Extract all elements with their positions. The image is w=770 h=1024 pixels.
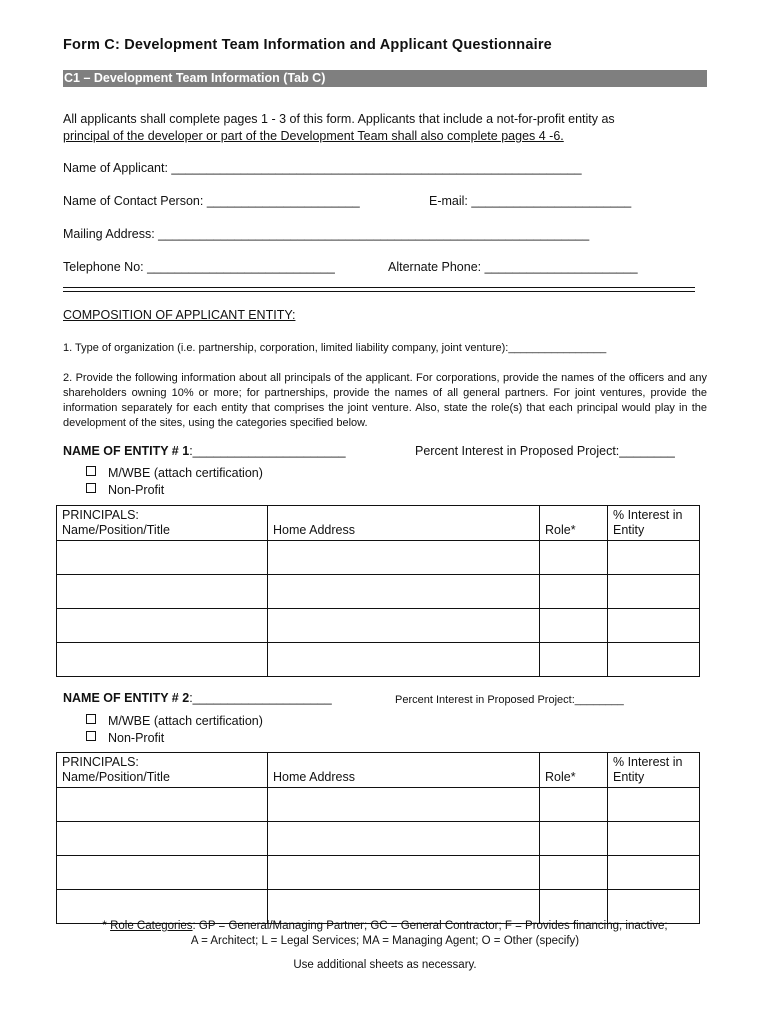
table-cell[interactable] [268,856,540,890]
entity-1-principals-table [56,505,700,677]
table-cell[interactable] [608,788,700,822]
table-row [57,788,700,822]
intro-line-1: All applicants shall complete pages 1 - 3 of this form. Applicants that include a not-for-profit entity as [63,112,615,126]
table-row [57,643,700,677]
header-home-address: Home Address [268,753,540,788]
mailing-address-field[interactable]: Mailing Address: ______________________________________________________________ [63,227,590,241]
table-cell[interactable] [268,609,540,643]
nonprofit-label: Non-Profit [108,483,165,497]
header-principals: PRINCIPALS: Name/Position/Title [57,506,268,541]
table-cell[interactable] [540,609,608,643]
telephone-field[interactable]: Telephone No: ___________________________ [63,260,335,274]
form-title: Form C: Development Team Information and Applicant Questionnaire [63,37,552,53]
header-principals: PRINCIPALS: Name/Position/Title [57,753,268,788]
table-header-row [57,753,700,788]
table-cell[interactable] [57,890,268,924]
entity-1-mwbe-option[interactable] [86,466,263,480]
divider [63,287,695,292]
additional-sheets-note: Use additional sheets as necessary. [293,959,477,971]
table-cell[interactable] [540,575,608,609]
entity-1-name-field[interactable] [63,444,346,458]
header-interest: % Interest in Entity [608,506,700,541]
table-cell[interactable] [268,643,540,677]
table-cell[interactable] [608,643,700,677]
table-cell[interactable] [57,609,268,643]
table-cell[interactable] [608,822,700,856]
header-home-address: Home Address [268,506,540,541]
entity-2-principals-table [56,752,700,924]
table-cell[interactable] [540,822,608,856]
entity-2-nonprofit-option[interactable] [86,731,164,745]
email-field[interactable]: E-mail: _______________________ [429,194,632,208]
table-cell[interactable] [57,822,268,856]
table-cell[interactable] [57,856,268,890]
footnote-star: * [102,920,111,932]
entity-1-label: NAME OF ENTITY # 1 [63,444,190,458]
table-row [57,541,700,575]
header-role: Role* [540,506,608,541]
table-row [57,609,700,643]
section-title: C1 – Development Team Information (Tab C) [64,71,326,85]
applicant-name-field[interactable]: Name of Applicant: ___________________________________________________________ [63,161,582,175]
table-cell[interactable] [57,541,268,575]
nonprofit-label: Non-Profit [108,731,165,745]
table-cell[interactable] [608,890,700,924]
table-cell[interactable] [57,643,268,677]
role-categories-text-2: A = Architect; L = Legal Services; MA = Managing Agent; O = Other (specify) [190,935,580,947]
table-cell[interactable] [268,788,540,822]
table-row [57,890,700,924]
table-cell[interactable] [268,890,540,924]
table-row [57,856,700,890]
entity-1-blank: :______________________ [189,444,346,458]
section-bar [63,70,707,87]
table-cell[interactable] [540,856,608,890]
item-2-principals-instructions: 2. Provide the following information about all principals of the applicant. For corporations, provide the names of the officers and any shareholders owning 10% or more; for partnerships, provide the names of all general partners. For joint ventures, provide the information separately for each entity that comprises the joint venture. Also, state the role(s) that each principal would play in the development of the sites, using the categories specified below. [63,372,707,429]
table-cell[interactable] [608,856,700,890]
role-categories-label: Role Categories [110,920,193,932]
table-cell[interactable] [608,609,700,643]
alternate-phone-field[interactable]: Alternate Phone: ______________________ [388,260,638,274]
contact-person-field[interactable]: Name of Contact Person: ______________________ [63,194,360,208]
entity-1-nonprofit-option[interactable] [86,483,164,497]
table-cell[interactable] [540,643,608,677]
table-header-row [57,506,700,541]
table-cell[interactable] [540,788,608,822]
entity-2-percent-field[interactable]: Percent Interest in Proposed Project:________ [395,694,624,706]
checkbox-icon[interactable] [86,714,96,724]
composition-heading: COMPOSITION OF APPLICANT ENTITY: [63,308,296,322]
entity-2-blank: :____________________ [189,691,332,705]
item-1-organization-type[interactable]: 1. Type of organization (i.e. partnership, corporation, limited liability company, joint venture):________________ [63,342,607,354]
table-cell[interactable] [268,575,540,609]
entity-2-mwbe-option[interactable] [86,714,263,728]
header-interest: % Interest in Entity [608,753,700,788]
table-row [57,575,700,609]
table-cell[interactable] [57,575,268,609]
checkbox-icon[interactable] [86,466,96,476]
intro-line-2: principal of the developer or part of the Development Team shall also complete pages 4 -6. [63,129,564,143]
checkbox-icon[interactable] [86,731,96,741]
role-categories-footnote [0,920,770,932]
role-categories-text-1: : GP = General/Managing Partner; GC = General Contractor; F = Provides financing, inactive; [192,920,668,932]
intro-paragraph [63,111,707,145]
table-cell[interactable] [268,822,540,856]
table-cell[interactable] [57,788,268,822]
table-cell[interactable] [540,890,608,924]
entity-2-label: NAME OF ENTITY # 2 [63,691,190,705]
entity-1-percent-field[interactable]: Percent Interest in Proposed Project:________ [415,444,675,458]
mwbe-label: M/WBE (attach certification) [108,714,263,728]
header-role: Role* [540,753,608,788]
entity-2-name-field[interactable] [63,691,332,705]
table-cell[interactable] [608,541,700,575]
mwbe-label: M/WBE (attach certification) [108,466,263,480]
checkbox-icon[interactable] [86,483,96,493]
table-row [57,822,700,856]
table-cell[interactable] [540,541,608,575]
table-cell[interactable] [608,575,700,609]
table-cell[interactable] [268,541,540,575]
